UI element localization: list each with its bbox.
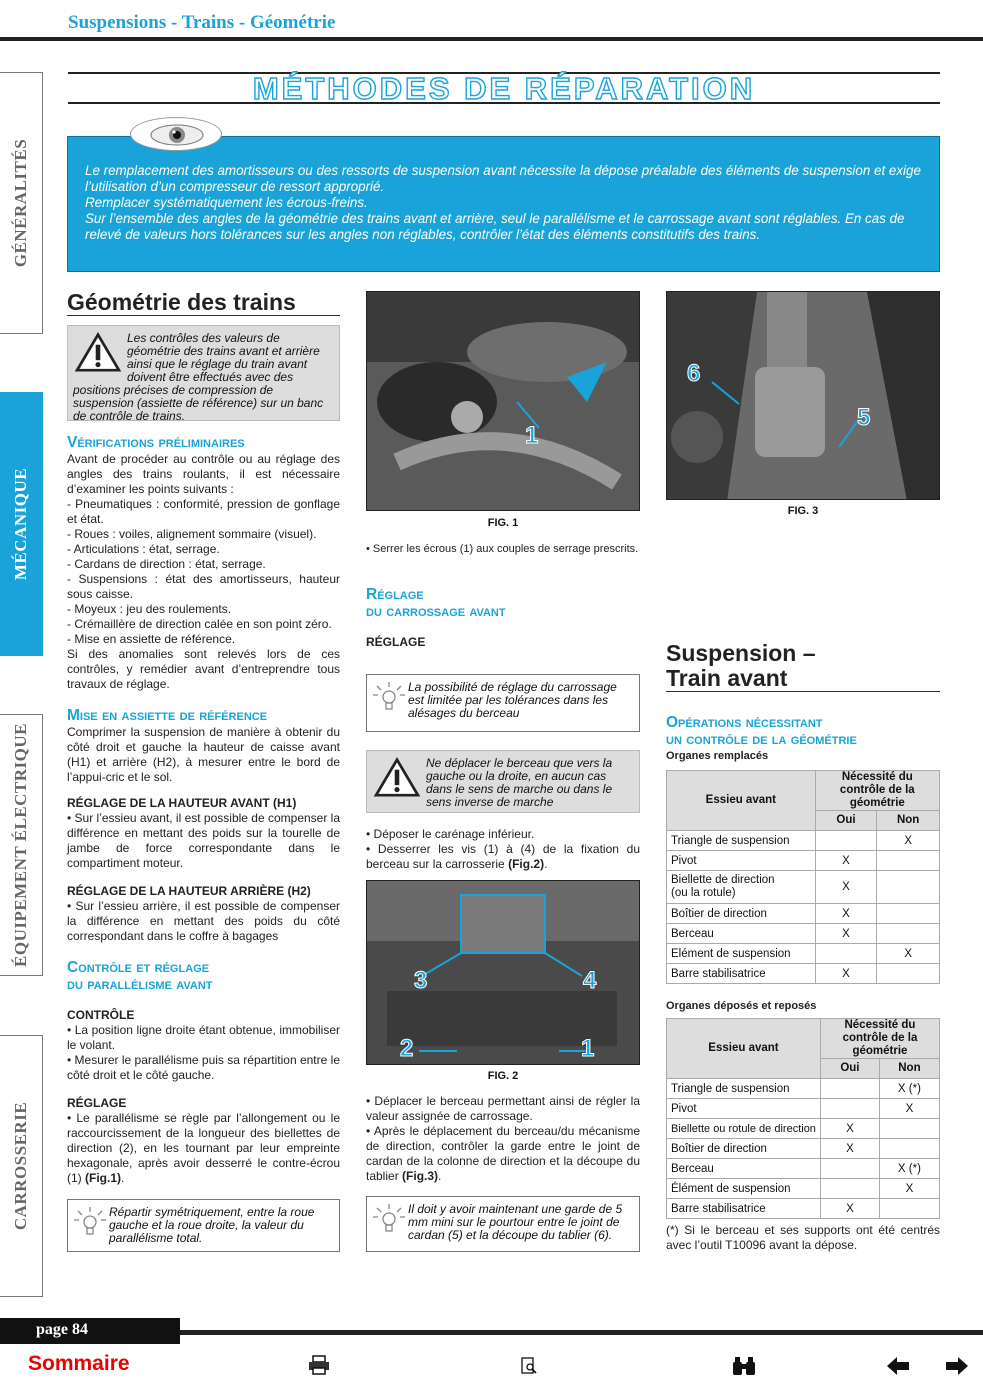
figure-3-caption: FIG. 3 xyxy=(787,505,819,517)
figure-ref: (Fig.2) xyxy=(508,857,545,871)
print-icon[interactable] xyxy=(308,1355,330,1380)
h2-text: • Sur l’essieu arrière, il est possible de compenser la différence en mettant des poids du côté correspondant dans le coffre à bagages xyxy=(67,899,340,943)
figure-3-photo xyxy=(666,291,940,500)
table-cell: X xyxy=(815,924,877,944)
suspension-heading xyxy=(666,641,940,692)
heading-text: Suspension – Train avant xyxy=(666,640,816,691)
text-line: Avant de procéder au contrôle ou au réglage des angles des trains roulants, il est nécessaire d’examiner les points suivants : xyxy=(67,452,340,496)
callout-label: 1 xyxy=(581,1035,595,1062)
text-line: • Le parallélisme se règle par l’allongement ou le raccourcissement de la longueur des biellettes de direction (2), en les tournant par leur empreinte hexagonale, après avoir desserré le contre-écrou (1) xyxy=(67,1111,340,1185)
text-line: - Suspensions : état des amortisseurs, hauteur sous caisse. xyxy=(67,572,340,601)
table-row xyxy=(667,904,940,924)
table-cell: Elément de suspension xyxy=(667,944,816,964)
figure-ref: (Fig.3) xyxy=(402,1169,439,1183)
heading-text: Mise en assiette de référence xyxy=(67,707,268,724)
page-title: MÉTHODES DE RÉPARATION xyxy=(68,72,940,104)
text-line: • Déposer le carénage inférieur. xyxy=(366,827,535,841)
table-cell xyxy=(879,1139,939,1159)
text-line: - Cardans de direction : état, serrage. xyxy=(67,557,266,571)
reglage-text: • Le parallélisme se règle par l’allongement ou le raccourcissement de la longueur des biellettes de direction (2), en les tournant par leur empreinte hexagonale, après avoir desserré le contre-écrou (1) (Fig.1). xyxy=(67,1111,340,1185)
table-cell: X xyxy=(820,1199,879,1219)
table-cell xyxy=(820,1079,879,1099)
table-header: Non xyxy=(877,811,940,831)
heading-text: Opérations nécessitant xyxy=(666,714,823,731)
table-cell: X (*) xyxy=(879,1079,939,1099)
tab-equipement-electrique[interactable] xyxy=(0,714,43,976)
table-cell: Boîtier de direction xyxy=(667,1139,821,1159)
table-cell xyxy=(877,924,940,944)
text-line: - Moyeux : jeu des roulements. xyxy=(67,602,232,616)
lightbulb-icon xyxy=(372,1203,406,1235)
table-cell xyxy=(815,944,877,964)
table-cell: X xyxy=(877,944,940,964)
table-row xyxy=(667,871,940,904)
intro-text: Sur l’ensemble des angles de la géométrie des trains avant et arrière, seul le parallélisme et le carrossage avant sont réglables. En cas de relevé de valeurs hors tolérances sur les angles non réglables, contrôler l’état des éléments constitutifs des trains. xyxy=(85,211,905,242)
table-cell: X xyxy=(820,1119,879,1139)
figure-1-text: • Serrer les écrous (1) aux couples de serrage prescrits. xyxy=(366,543,639,555)
table-cell: Pivot xyxy=(667,1099,821,1119)
tab-label: GÉNÉRALITÉS xyxy=(11,138,30,268)
table-cell: Boîtier de direction xyxy=(667,904,816,924)
table-cell: Élément de suspension xyxy=(667,1179,821,1199)
figure-2-photo xyxy=(366,880,640,1065)
text-line: - Articulations : état, serrage. xyxy=(67,542,220,556)
text-line: • Mesurer le parallélisme puis sa répartition entre le côté droit et le côté gauche. xyxy=(67,1053,340,1082)
text-line: • Après le déplacement du berceau/du mécanisme de direction, contrôler la garde entre le joint de cardan de la colonne de direction et la découpe du tablier xyxy=(366,1124,640,1183)
table-cell: X xyxy=(815,904,877,924)
callout-label: 6 xyxy=(687,360,701,387)
table-cell: X xyxy=(879,1099,939,1119)
table-cell xyxy=(815,831,877,851)
mise-heading xyxy=(67,707,340,724)
heading-text: Réglage xyxy=(366,586,424,603)
table-organes-deposes xyxy=(666,1018,940,1219)
warning-text: Ne déplacer le berceau que vers la gauche ou la droite, en aucun cas dans le sens de marche ou dans le sens inverse de marche xyxy=(426,756,613,809)
table-cell xyxy=(820,1179,879,1199)
table-cell: Barre stabilisatrice xyxy=(667,1199,821,1219)
lightbulb-icon xyxy=(372,681,406,713)
tab-label: MÉCANIQUE xyxy=(11,467,30,581)
lightbulb-icon xyxy=(73,1206,107,1238)
table-cell xyxy=(879,1199,939,1219)
table-cell xyxy=(877,871,940,904)
text-line: • La position ligne droite étant obtenue, immobiliser le volant. xyxy=(67,1023,340,1052)
table-row xyxy=(667,964,940,984)
table-row xyxy=(667,831,940,851)
carrossage-steps: • Déposer le carénage inférieur. • Desserrer les vis (1) à (4) de la fixation du berceau sur la carrosserie (Fig.2). xyxy=(366,827,640,871)
text-line: • Desserrer les vis (1) à (4) de la fixation du berceau sur la carrosserie xyxy=(366,842,640,871)
table-header: Essieu avant xyxy=(667,771,816,831)
table-row xyxy=(667,851,940,871)
tip-box xyxy=(67,1199,340,1252)
parallelisme-heading xyxy=(67,959,340,993)
figure-2-caption: FIG. 2 xyxy=(487,1070,519,1082)
page-number: page 84 xyxy=(0,1318,180,1344)
table-row xyxy=(667,924,940,944)
table-row xyxy=(667,1179,940,1199)
warning-icon xyxy=(372,757,422,797)
heading-text: Contrôle et réglage xyxy=(67,959,210,976)
operations-heading xyxy=(666,714,940,748)
table2-caption: Organes déposés et reposés xyxy=(666,1000,817,1012)
verifications-text xyxy=(67,452,340,692)
arrow-left-icon[interactable] xyxy=(887,1357,909,1380)
table-cell: X xyxy=(815,851,877,871)
table-cell xyxy=(820,1099,879,1119)
warning-box xyxy=(67,325,340,421)
table-header: Oui xyxy=(815,811,877,831)
table-cell: Triangle de suspension xyxy=(667,831,816,851)
tab-label: ÉQUIPEMENT ÉLECTRIQUE xyxy=(11,723,30,967)
callout-label: 1 xyxy=(525,422,539,449)
reglage-label: RÉGLAGE xyxy=(67,1096,127,1110)
callout-label: 3 xyxy=(414,967,428,994)
heading-text: un contrôle de la géométrie xyxy=(666,731,857,748)
table-row xyxy=(667,1159,940,1179)
intro-text: Remplacer systématiquement les écrous-freins. xyxy=(85,195,368,210)
tip-box xyxy=(366,674,640,732)
table-row xyxy=(667,1099,940,1119)
geometry-heading: Géométrie des trains xyxy=(67,290,340,316)
table-cell: X xyxy=(815,964,877,984)
heading-text: Vérifications préliminaires xyxy=(67,434,245,451)
table-cell xyxy=(820,1159,879,1179)
search-page-icon[interactable] xyxy=(520,1357,538,1380)
tip-text: La possibilité de réglage du carrossage est limitée par les tolérances dans les alésages du berceau xyxy=(408,680,617,720)
tip-box xyxy=(366,1196,640,1252)
table-cell xyxy=(877,964,940,984)
tab-generalites[interactable] xyxy=(0,72,43,334)
warning-text: Les contrôles des valeurs de géométrie des trains avant et arrière ainsi que le réglage du train avant doivent être effectués avec des positions précises de compression de suspension (assiette de référence) sur un banc de contrôle de trains. xyxy=(73,331,324,423)
text-line: Si des anomalies sont relevés lors de ces contrôles, y remédier avant d’entreprendre tous travaux de réglage. xyxy=(67,647,340,691)
figure-1-photo xyxy=(366,291,640,511)
table-cell xyxy=(877,904,940,924)
table1-caption: Organes remplacés xyxy=(666,750,769,762)
text-line: - Crémaillère de direction calée en son point zéro. xyxy=(67,617,332,631)
tip-text: Répartir symétriquement, entre la roue gauche et la roue droite, la valeur du parallélisme total. xyxy=(109,1205,315,1245)
tab-mecanique[interactable] xyxy=(0,392,43,656)
warning-box xyxy=(366,750,640,813)
h1-text: • Sur l’essieu avant, il est possible de compenser la différence en mettant des poids sur la tourelle de jambe de force correspondante dans le compartiment moteur. xyxy=(67,811,341,870)
table-header: Nécessité du contrôle de la géométrie xyxy=(820,1019,939,1059)
table-row xyxy=(667,1079,940,1099)
intro-text: Le remplacement des amortisseurs ou des ressorts de suspension avant nécessite la dépose préalable des éléments de suspension et exige l’utilisation d’un compresseur de ressort approprié. xyxy=(85,163,921,194)
table-cell: X xyxy=(820,1139,879,1159)
sommaire-link[interactable]: Sommaire xyxy=(28,1352,130,1375)
table-organes-remplaces xyxy=(666,770,940,984)
h1-heading: RÉGLAGE DE LA HAUTEUR AVANT (H1) xyxy=(67,796,297,810)
table-row xyxy=(667,1119,940,1139)
table-cell: X xyxy=(877,831,940,851)
table-cell xyxy=(879,1119,939,1139)
h2-heading: RÉGLAGE DE LA HAUTEUR ARRIÈRE (H2) xyxy=(67,884,311,898)
table-row xyxy=(667,1199,940,1219)
controle-label: CONTRÔLE xyxy=(67,1008,135,1022)
callout-label: 5 xyxy=(857,404,871,431)
heading-text: du carrossage avant xyxy=(366,603,506,620)
binoculars-icon[interactable] xyxy=(732,1356,756,1381)
carrossage-steps-2: • Déplacer le berceau permettant ainsi de régler la valeur assignée de carrossage. • Après le déplacement du berceau/du mécanisme de direction, contrôler la garde entre le joint de cardan de la colonne de direction et la découpe du tablier (Fig.3). xyxy=(366,1094,640,1183)
table-cell: Triangle de suspension xyxy=(667,1079,821,1099)
mise-text: Comprimer la suspension de manière à obtenir du côté droit et gauche la hauteur de caisse avant (H1) et arrière (H2), à mesurer entre le bord de l’appui-cric et le sol. xyxy=(67,725,340,784)
table-header: Non xyxy=(879,1059,939,1079)
callout-label: 2 xyxy=(400,1035,414,1062)
tab-carrosserie[interactable] xyxy=(0,1035,43,1297)
table-cell: X xyxy=(815,871,877,904)
section-title: Suspensions - Trains - Géométrie xyxy=(68,12,336,33)
table-cell-text: Biellette de direction (ou la rotule) xyxy=(671,874,775,899)
intro-box xyxy=(67,136,940,272)
text-line: - Roues : voiles, alignement sommaire (visuel). xyxy=(67,527,317,541)
callout-label: 4 xyxy=(583,967,597,994)
footnote: (*) Si le berceau et ses supports ont été centrés avec l’outil T10096 avant la dépose. xyxy=(666,1223,940,1252)
verifications-heading xyxy=(67,434,340,451)
table-cell: Berceau xyxy=(667,924,816,944)
text-line: • Déplacer le berceau permettant ainsi de régler la valeur assignée de carrossage. xyxy=(366,1094,640,1123)
table-row xyxy=(667,944,940,964)
text-line: - Mise en assiette de référence. xyxy=(67,632,236,646)
text-line: - Pneumatiques : conformité, pression de gonflage et état. xyxy=(67,497,340,526)
table-cell: X (*) xyxy=(879,1159,939,1179)
table-cell: Pivot xyxy=(667,851,816,871)
table-header: Oui xyxy=(820,1059,879,1079)
table-cell: X xyxy=(879,1179,939,1199)
table-cell xyxy=(877,851,940,871)
tab-label: CARROSSERIE xyxy=(11,1101,30,1231)
figure-ref: (Fig.1) xyxy=(85,1171,122,1185)
table-cell: Biellette ou rotule de direction xyxy=(667,1119,821,1139)
tip-text: Il doit y avoir maintenant une garde de 5 mm mini sur le pourtour entre le joint de cardan (5) et la découpe du tablier (6). xyxy=(408,1202,623,1242)
header-rule xyxy=(0,37,983,41)
table-cell: Berceau xyxy=(667,1159,821,1179)
table-cell: Barre stabilisatrice xyxy=(667,964,816,984)
table-cell xyxy=(667,871,816,904)
table-header: Nécessité du contrôle de la géométrie xyxy=(815,771,939,811)
reglage-label-2: RÉGLAGE xyxy=(366,635,426,649)
table-header: Essieu avant xyxy=(667,1019,821,1079)
arrow-right-icon[interactable] xyxy=(946,1357,968,1380)
controle-text xyxy=(67,1023,340,1083)
table-row xyxy=(667,1139,940,1159)
heading-text: du parallélisme avant xyxy=(67,976,213,993)
warning-icon xyxy=(73,332,123,372)
eye-icon xyxy=(130,117,222,151)
carrossage-heading xyxy=(366,586,640,620)
figure-1-caption: FIG. 1 xyxy=(487,517,519,529)
